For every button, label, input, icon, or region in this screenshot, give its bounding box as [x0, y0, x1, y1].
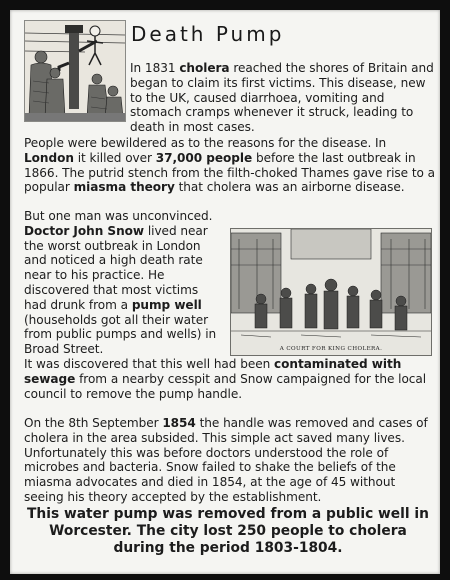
emphasis-text: 37,000 people: [155, 150, 253, 165]
body-text: that cholera was an airborne disease.: [174, 180, 405, 195]
pump-illustration: [24, 20, 126, 122]
body-text: before the last outbreak in 1866. The putrid stench from the filth-choked Thames gave rise to a popular: [24, 150, 436, 195]
body-text: (households got all their water from public pumps and wells) in Broad Street.: [24, 312, 217, 357]
body-text: People were bewildered as to the reasons for the disease. In: [24, 136, 387, 150]
london-paragraph: [24, 136, 438, 195]
body-text: the handle was removed and cases of cholera in the area subsided. This simple act saved many lives. Unfortunately this was before doctors understood the role of microbes and bacteria. Snow failed to shake the beliefs of the miasma advocates and died in 1854, at the age of 45 without seeing his theory accepted by the establishment.: [24, 416, 428, 504]
emphasis-text: pump well: [131, 297, 202, 312]
body-text: In 1831: [130, 61, 180, 75]
emphasis-text: London: [24, 150, 74, 165]
body-text: On the 8th September: [24, 416, 163, 430]
body-text: lived near the worst outbreak in London and noticed a high death rate near to his practice. He discovered that most victims had drunk from a: [24, 223, 208, 312]
worcester-statement: This water pump was removed from a public well in Worcester. The city lost 250 people to cholera during the period 1803-1804.: [27, 506, 429, 556]
information-panel: [10, 10, 440, 574]
emphasis-text: cholera: [179, 61, 230, 75]
body-text: from a nearby cesspit and Snow campaigned for the local council to remove the pump handle.: [24, 371, 427, 401]
illustration-caption: A COURT FOR KING CHOLERA.: [279, 346, 383, 352]
intro-paragraph: [130, 61, 436, 135]
emphasis-text: Doctor John Snow: [24, 223, 145, 238]
body-text: It was discovered that this well had been: [24, 357, 275, 371]
body-text: reached the shores of Britain and began to claim its first victims. This disease, new to the UK, caused diarrhoea, vomiting and stomach cramps whenever it struck, leading to death in most cases.: [130, 61, 434, 135]
emphasis-text: contaminated with sewage: [24, 357, 402, 386]
emphasis-text: 1854: [162, 416, 196, 430]
outcome-paragraph: [24, 416, 438, 505]
contamination-paragraph: [24, 357, 434, 401]
page-title: Death Pump: [131, 22, 285, 46]
emphasis-text: miasma theory: [73, 180, 175, 195]
body-text: But one man was unconvinced.: [24, 209, 213, 223]
court-for-king-cholera-illustration: [230, 228, 432, 356]
body-text: it killed over: [73, 150, 156, 165]
john-snow-paragraph: [24, 209, 224, 357]
